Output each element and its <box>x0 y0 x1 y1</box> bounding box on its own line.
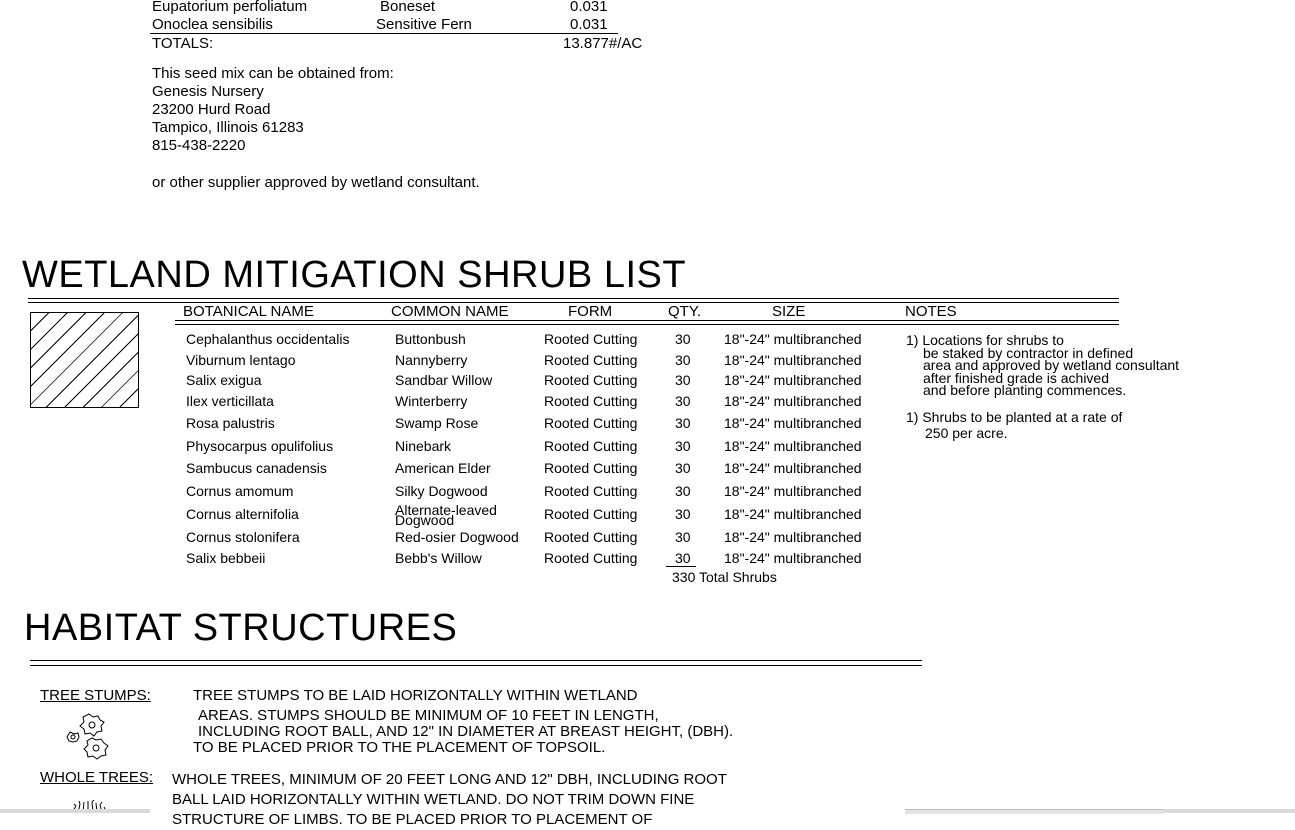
shrub-form-cell: Rooted Cutting <box>544 483 638 499</box>
shrub-common-cell: Sandbar Willow <box>395 372 493 388</box>
shrub-note-2 <box>906 409 1122 441</box>
shrub-form-cell: Rooted Cutting <box>544 372 638 388</box>
shrub-common-cell: American Elder <box>395 460 491 476</box>
habitat-double-rule <box>30 665 922 666</box>
tree-stump-icon <box>62 711 112 761</box>
shrub-common-cell: Silky Dogwood <box>395 483 488 499</box>
shrub-total: 330 Total Shrubs <box>672 569 777 585</box>
shrub-botanical-cell: Cornus stolonifera <box>186 529 300 545</box>
seed-rate: 0.031 <box>570 0 608 15</box>
shrub-qty-cell: 30 <box>675 331 691 347</box>
shrub-qty-cell: 30 <box>675 483 691 499</box>
shrub-form-cell: Rooted Cutting <box>544 331 638 347</box>
seed-botanical-name: Eupatorium perfoliatum <box>152 0 308 15</box>
shrub-note-1 <box>906 334 1179 397</box>
shrub-form-cell: Rooted Cutting <box>544 550 638 566</box>
shrub-qty-cell: 30 <box>675 506 691 522</box>
trees-line: STRUCTURE OF LIMBS. TO BE PLACED PRIOR TO PLACEMENT OF <box>172 811 653 828</box>
note-line: area and approved by wetland consultant <box>923 357 1180 373</box>
shrub-common-cell: Buttonbush <box>395 331 466 347</box>
shrub-botanical-cell: Salix bebbeii <box>186 550 266 566</box>
shrub-form-cell: Rooted Cutting <box>544 438 638 454</box>
note-line: after finished grade is achived <box>923 369 1109 386</box>
shrub-size-cell: 18"-24" multibranched <box>724 506 862 522</box>
whole-trees-text <box>172 770 727 830</box>
shrub-qty-cell: 30 <box>675 415 691 431</box>
trees-line: WHOLE TREES, MINIMUM OF 20 FEET LONG AND 12" DBH, INCLUDING ROOT <box>172 771 727 788</box>
note-line: 1) Shrubs to be planted at a rate of <box>906 409 1123 425</box>
shrub-botanical-cell: Physocarpus opulifolius <box>186 438 334 454</box>
header-form: FORM <box>568 303 613 320</box>
whole-trees-label: WHOLE TREES: <box>40 769 154 786</box>
seed-rate: 0.031 <box>570 16 608 33</box>
note-line: be staked by contractor in defined <box>923 344 1134 361</box>
shrub-form-cell: Rooted Cutting <box>544 506 638 522</box>
shrub-common-cell: Nannyberry <box>395 352 468 368</box>
header-qty: QTY. <box>668 303 702 320</box>
shrub-form-cell: Rooted Cutting <box>544 393 638 409</box>
shrub-size-cell: 18"-24" multibranched <box>724 352 862 368</box>
shrub-botanical-cell: Cephalanthus occidentalis <box>186 331 350 347</box>
note-line: 250 per acre. <box>925 425 1008 441</box>
shrub-botanical-cell: Ilex verticillata <box>186 393 274 409</box>
shrub-form-cell: Rooted Cutting <box>544 529 638 545</box>
seed-alt-supplier: or other supplier approved by wetland consultant. <box>152 174 480 191</box>
shrub-size-cell: 18"-24" multibranched <box>724 438 862 454</box>
stumps-line: TREE STUMPS TO BE LAID HORIZONTALLY WITHIN WETLAND <box>193 687 638 704</box>
habitat-title: HABITAT STRUCTURES <box>24 607 458 649</box>
shrub-common-cell: Swamp Rose <box>395 415 479 431</box>
shrub-size-cell: 18"-24" multibranched <box>724 372 862 388</box>
seed-source-line: This seed mix can be obtained from: <box>152 65 394 82</box>
scroll-edge-strip <box>1163 809 1295 813</box>
seed-source-line: Tampico, Illinois 61283 <box>152 119 304 136</box>
note-line: 1) Locations for shrubs to <box>906 332 1064 348</box>
seed-totals-value: 13.877#/AC <box>563 35 643 52</box>
habitat-double-rule <box>30 660 922 661</box>
shrub-qty-cell: 30 <box>675 372 691 388</box>
header-double-rule <box>175 324 1119 325</box>
shrub-botanical-cell: Viburnum lentago <box>186 352 296 368</box>
stumps-line: TO BE PLACED PRIOR TO THE PLACEMENT OF TOPSOIL. <box>193 739 606 756</box>
seed-totals-label: TOTALS: <box>152 35 214 52</box>
shrub-botanical-cell: Cornus amomum <box>186 483 294 499</box>
shrub-size-cell: 18"-24" multibranched <box>724 460 862 476</box>
shrub-common-cell: Bebb's Willow <box>395 550 482 566</box>
shrub-form-cell: Rooted Cutting <box>544 460 638 476</box>
seed-totals-rule <box>150 33 618 34</box>
shrub-form-cell: Rooted Cutting <box>544 352 638 368</box>
header-notes: NOTES <box>905 303 957 320</box>
shrub-form-cell: Rooted Cutting <box>544 415 638 431</box>
shrub-qty-cell: 30 <box>675 393 691 409</box>
shrub-qty-cell: 30 <box>675 550 691 566</box>
header-size: SIZE <box>772 303 806 320</box>
shrub-list-title: WETLAND MITIGATION SHRUB LIST <box>22 254 687 296</box>
title-double-rule <box>28 298 1119 299</box>
scroll-edge-strip <box>905 809 1163 814</box>
seed-botanical-name: Onoclea sensibilis <box>152 16 273 33</box>
tree-stumps-text <box>193 688 733 756</box>
shrub-qty-cell: 30 <box>675 529 691 545</box>
header-double-rule <box>175 320 1119 321</box>
shrub-hatch-legend-symbol <box>30 312 139 408</box>
shrub-size-cell: 18"-24" multibranched <box>724 331 862 347</box>
seed-common-name: Sensitive Fern <box>376 16 472 33</box>
shrub-size-cell: 18"-24" multibranched <box>724 393 862 409</box>
shrub-size-cell: 18"-24" multibranched <box>724 550 862 566</box>
seed-source-line: Genesis Nursery <box>152 83 264 100</box>
header-botanical-name: BOTANICAL NAME <box>183 303 314 320</box>
shrub-botanical-cell: Rosa palustris <box>186 415 275 431</box>
trees-line: BALL LAID HORIZONTALLY WITHIN WETLAND. DO NOT TRIM DOWN FINE <box>172 791 695 808</box>
stumps-line: INCLUDING ROOT BALL, AND 12" IN DIAMETER AT BREAST HEIGHT, (DBH). <box>198 723 734 740</box>
shrub-botanical-cell: Sambucus canadensis <box>186 460 327 476</box>
shrub-qty-cell: 30 <box>675 460 691 476</box>
seed-common-name: Boneset <box>380 0 436 15</box>
header-common-name: COMMON NAME <box>391 303 509 320</box>
seed-source-line: 23200 Hurd Road <box>152 101 271 118</box>
shrub-common-cell: Red-osier Dogwood <box>395 529 519 545</box>
shrub-qty-cell: 30 <box>675 352 691 368</box>
seed-source-line: 815-438-2220 <box>152 137 246 154</box>
shrub-qty-cell: 30 <box>675 438 691 454</box>
shrub-common-cell: Winterberry <box>395 393 468 409</box>
tree-stumps-label: TREE STUMPS: <box>40 687 151 704</box>
shrub-size-cell: 18"-24" multibranched <box>724 415 862 431</box>
scroll-edge-strip <box>0 809 150 813</box>
shrub-common-cell: Ninebark <box>395 438 452 454</box>
qty-total-rule <box>666 566 696 567</box>
shrub-size-cell: 18"-24" multibranched <box>724 483 862 499</box>
shrub-common-cell: Alternate-leaved Dogwood <box>395 502 497 528</box>
shrub-botanical-cell: Salix exigua <box>186 372 262 388</box>
shrub-size-cell: 18"-24" multibranched <box>724 529 862 545</box>
shrub-botanical-cell: Cornus alternifolia <box>186 506 299 522</box>
note-line: and before planting commences. <box>923 382 1127 398</box>
stumps-line: AREAS. STUMPS SHOULD BE MINIMUM OF 10 FEET IN LENGTH, <box>198 707 659 724</box>
